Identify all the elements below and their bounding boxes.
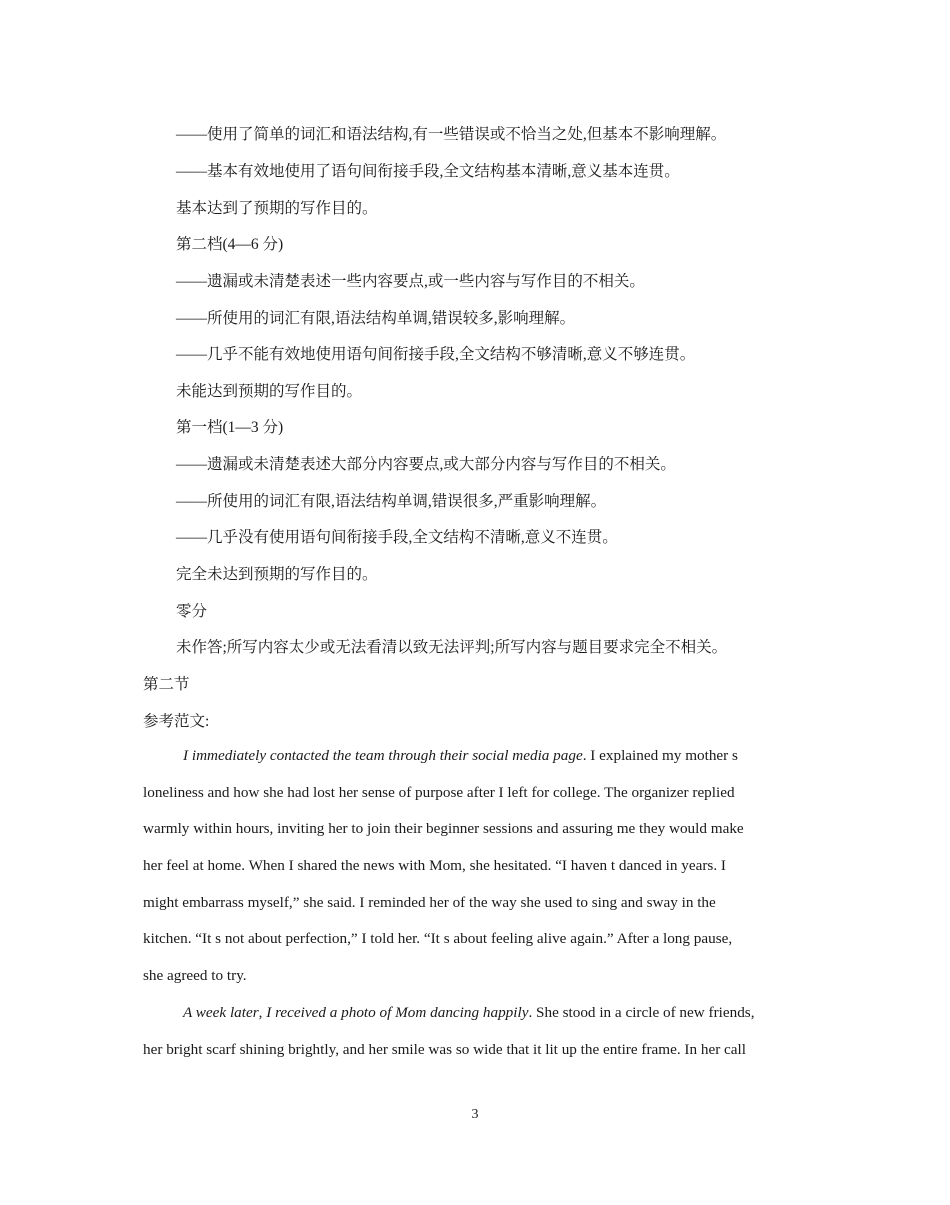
essay-line: loneliness and how she had lost her sense of purpose after I left for college. The organizer replied xyxy=(143,784,735,801)
criterion-summary: 完全未达到预期的写作目的。 xyxy=(176,566,378,583)
criterion-summary: 基本达到了预期的写作目的。 xyxy=(176,200,378,217)
criterion-line: ——几乎没有使用语句间衔接手段,全文结构不清晰,意义不连贯。 xyxy=(176,529,618,546)
tier2-heading: 第二档(4—6 分) xyxy=(176,236,284,253)
essay-line: warmly within hours, inviting her to join their beginner sessions and assuring me they would make xyxy=(143,820,744,837)
italic-lead: A week later xyxy=(183,1004,259,1021)
essay-line: her bright scarf shining brightly, and her smile was so wide that it lit up the entire frame. In her call xyxy=(143,1041,746,1058)
text-run: . I explained my mother s xyxy=(582,747,738,764)
essay-paragraph-1-line xyxy=(183,747,738,765)
section-title: 第二节 xyxy=(143,676,190,693)
criterion-summary: 未能达到预期的写作目的。 xyxy=(176,383,363,400)
text-run: , xyxy=(258,1004,267,1021)
essay-line: might embarrass myself,” she said. I reminded her of the way she used to sing and sway in the xyxy=(143,894,716,911)
essay-line: she agreed to try. xyxy=(143,967,247,984)
criterion-line: ——几乎不能有效地使用语句间衔接手段,全文结构不够清晰,意义不够连贯。 xyxy=(176,346,696,363)
criterion-line: ——基本有效地使用了语句间衔接手段,全文结构基本清晰,意义基本连贯。 xyxy=(176,163,680,180)
criterion-line: ——所使用的词汇有限,语法结构单调,错误较多,影响理解。 xyxy=(176,310,576,327)
zero-heading: 零分 xyxy=(176,603,208,620)
italic-lead: I received a photo of Mom dancing happily xyxy=(266,1004,529,1021)
sample-label: 参考范文: xyxy=(143,713,210,730)
essay-line: her feel at home. When I shared the news with Mom, she hesitated. “I haven t danced in years. I xyxy=(143,857,726,874)
italic-lead: I immediately contacted the team through their social media page xyxy=(183,747,583,764)
zero-text: 未作答;所写内容太少或无法看清以致无法评判;所写内容与题目要求完全不相关。 xyxy=(176,639,728,656)
essay-line: kitchen. “It s not about perfection,” I told her. “It s about feeling alive again.” After a long pause, xyxy=(143,930,733,947)
tier1-heading: 第一档(1—3 分) xyxy=(176,419,284,436)
criterion-line: ——所使用的词汇有限,语法结构单调,错误很多,严重影响理解。 xyxy=(176,493,607,510)
text-run: . She stood in a circle of new friends, xyxy=(528,1004,755,1021)
criterion-line: ——使用了简单的词汇和语法结构,有一些错误或不恰当之处,但基本不影响理解。 xyxy=(176,126,727,143)
criterion-line: ——遗漏或未清楚表述一些内容要点,或一些内容与写作目的不相关。 xyxy=(176,273,645,290)
page-number: 3 xyxy=(471,1107,479,1122)
criterion-line: ——遗漏或未清楚表述大部分内容要点,或大部分内容与写作目的不相关。 xyxy=(176,456,676,473)
essay-paragraph-2-line xyxy=(183,1004,755,1022)
